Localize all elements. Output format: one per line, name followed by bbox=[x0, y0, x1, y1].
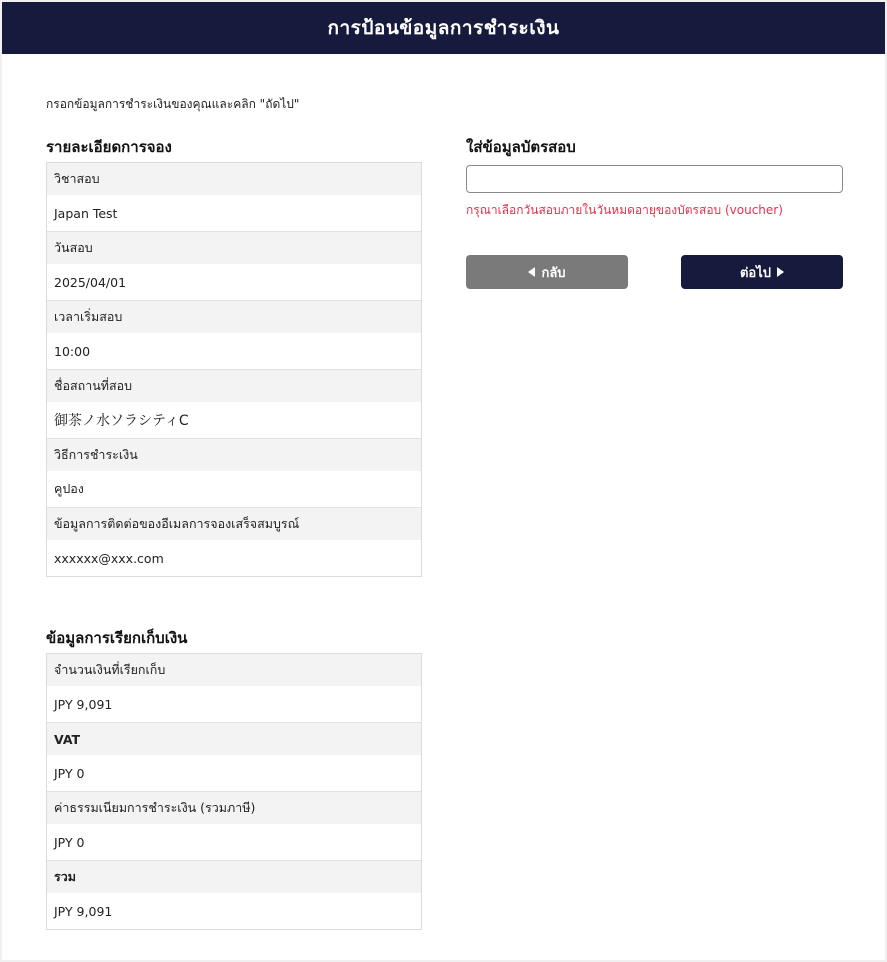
booking-label-venue: ชื่อสถานที่สอบ bbox=[47, 369, 421, 402]
booking-label-payment-method: วิธีการชำระเงิน bbox=[47, 438, 421, 471]
billing-section-title: ข้อมูลการเรียกเก็บเงิน bbox=[46, 629, 188, 647]
billing-label-amount: จำนวนเงินที่เรียกเก็บ bbox=[47, 654, 421, 686]
billing-label-fee: ค่าธรรมเนียมการชำระเงิน (รวมภาษี) bbox=[47, 791, 421, 824]
booking-label-start-time: เวลาเริ่มสอบ bbox=[47, 300, 421, 333]
billing-value-amount: JPY 9,091 bbox=[47, 686, 421, 722]
next-button[interactable] bbox=[681, 255, 843, 289]
booking-label-date: วันสอบ bbox=[47, 231, 421, 264]
back-button-label: กลับ bbox=[541, 265, 566, 281]
billing-table bbox=[46, 653, 422, 930]
booking-value-venue: 御茶ノ水ソラシティC bbox=[47, 402, 421, 438]
instruction-text: กรอกข้อมูลการชำระเงินของคุณและคลิก "ถัดไป" bbox=[46, 97, 300, 111]
booking-label-subject: วิชาสอบ bbox=[47, 163, 421, 195]
caret-right-icon bbox=[777, 267, 784, 277]
booking-value-start-time: 10:00 bbox=[47, 333, 421, 369]
booking-value-email: xxxxxx@xxx.com bbox=[47, 540, 421, 576]
voucher-error-message: กรุณาเลือกวันสอบภายในวันหมดอายุของบัตรสอบ (voucher) bbox=[466, 203, 783, 217]
back-button[interactable] bbox=[466, 255, 628, 289]
page-title: การป้อนข้อมูลการชำระเงิน bbox=[327, 17, 560, 39]
billing-label-vat: VAT bbox=[47, 722, 421, 755]
booking-label-email: ข้อมูลการติดต่อของอีเมลการจองเสร็จสมบูรณ์ bbox=[47, 507, 421, 540]
billing-value-total: JPY 9,091 bbox=[47, 893, 421, 929]
next-button-label: ต่อไป bbox=[739, 265, 772, 281]
booking-value-subject: Japan Test bbox=[47, 195, 421, 231]
booking-value-date: 2025/04/01 bbox=[47, 264, 421, 300]
billing-value-fee: JPY 0 bbox=[47, 824, 421, 860]
booking-value-payment-method: คูปอง bbox=[47, 471, 421, 507]
voucher-section-title: ใส่ข้อมูลบัตรสอบ bbox=[466, 138, 576, 156]
booking-details-table bbox=[46, 162, 422, 577]
billing-label-total: รวม bbox=[47, 860, 421, 893]
voucher-input[interactable] bbox=[466, 165, 843, 193]
caret-left-icon bbox=[528, 267, 535, 277]
page-header bbox=[2, 2, 885, 54]
booking-section-title: รายละเอียดการจอง bbox=[46, 138, 172, 156]
billing-value-vat: JPY 0 bbox=[47, 755, 421, 791]
payment-page bbox=[2, 2, 885, 960]
